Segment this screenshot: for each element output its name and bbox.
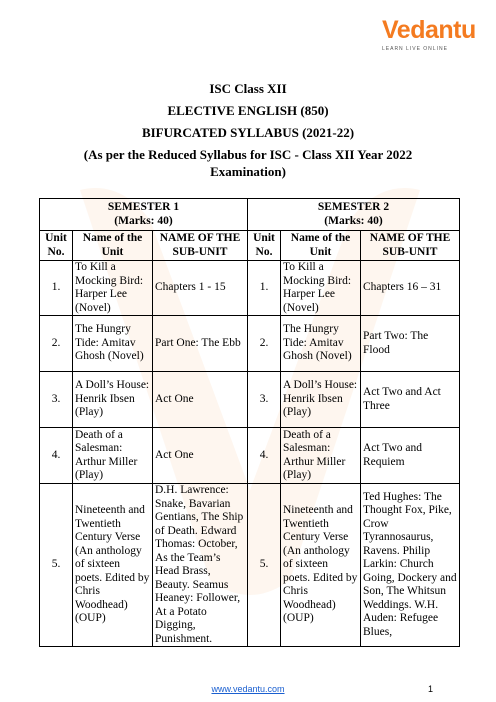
semester-2-header — [248, 199, 460, 231]
semester-2-marks: (Marks: 40) — [324, 214, 383, 227]
col-subunit: NAME OF THE SUB-UNIT — [361, 231, 460, 261]
table-row — [40, 316, 460, 372]
col-unit-no: Unit No. — [40, 231, 73, 261]
unit-name: Nineteenth and Twentieth Century Verse (An anthology of sixteen poets. Edited by Chris Woodhead) (OUP) — [73, 484, 153, 647]
col-subunit: NAME OF THE SUB-UNIT — [153, 231, 248, 261]
unit-name: The Hungry Tide: Amitav Ghosh (Novel) — [281, 316, 361, 372]
sub-unit: Part Two: The Flood — [361, 316, 460, 372]
sub-unit: Act Two and Requiem — [361, 428, 460, 484]
footer-website-link[interactable]: www.vedantu.com — [211, 684, 285, 694]
unit-number: 5. — [248, 484, 281, 647]
syllabus-title: BIFURCATED SYLLABUS (2021-22) — [141, 125, 355, 140]
unit-name: Death of a Salesman: Arthur Miller (Play) — [281, 428, 361, 484]
unit-number: 4. — [40, 428, 73, 484]
table-row — [40, 428, 460, 484]
semester-1-marks: (Marks: 40) — [114, 214, 173, 227]
unit-name: Death of a Salesman: Arthur Miller (Play) — [73, 428, 153, 484]
sub-unit: Act Two and Act Three — [361, 372, 460, 428]
sub-unit: Chapters 16 – 31 — [361, 261, 460, 316]
unit-number: 5. — [40, 484, 73, 647]
unit-number: 1. — [248, 261, 281, 316]
unit-name: A Doll’s House: Henrik Ibsen (Play) — [73, 372, 153, 428]
unit-number: 2. — [248, 316, 281, 372]
col-unit-name: Name of the Unit — [281, 231, 361, 261]
syllabus-note: (As per the Reduced Syllabus for ISC - Class XII Year 2022 Examination) — [83, 147, 413, 179]
semester-2-title: SEMESTER 2 — [317, 201, 390, 213]
document-heading — [0, 80, 496, 184]
unit-name: The Hungry Tide: Amitav Ghosh (Novel) — [73, 316, 153, 372]
semester-1-header — [40, 199, 248, 231]
subject-title: ELECTIVE ENGLISH (850) — [167, 103, 329, 118]
unit-number: 3. — [248, 372, 281, 428]
unit-number: 4. — [248, 428, 281, 484]
unit-name: To Kill a Mocking Bird: Harper Lee (Novel) — [281, 261, 361, 316]
table-row — [40, 484, 460, 647]
sub-unit: Act One — [153, 428, 248, 484]
col-unit-name: Name of the Unit — [73, 231, 153, 261]
sub-unit: Part One: The Ebb — [153, 316, 248, 372]
sub-unit: D.H. Lawrence: Snake, Bavarian Gentians, The Ship of Death. Edward Thomas: October, As the Team’s Head Brass, Beauty. Seamus Heaney: Follower, At a Potato Digging, Punishment. — [153, 484, 248, 647]
page-number: 1 — [428, 684, 434, 694]
semester-1-title: SEMESTER 1 — [107, 201, 180, 213]
unit-name: To Kill a Mocking Bird: Harper Lee (Novel) — [73, 261, 153, 316]
vedantu-logo — [382, 16, 476, 60]
sub-unit: Act One — [153, 372, 248, 428]
unit-name: Nineteenth and Twentieth Century Verse (An anthology of sixteen poets. Edited by Chris Woodhead) (OUP) — [281, 484, 361, 647]
class-title: ISC Class XII — [209, 81, 287, 96]
sub-unit: Chapters 1 - 15 — [153, 261, 248, 316]
logo-wordmark: Vedantu — [382, 16, 476, 44]
sub-unit: Ted Hughes: The Thought Fox, Pike, Crow Tyrannosaurus, Ravens. Philip Larkin: Church Going, Dockery and Son, The Whitsun Weddings. W.H. Auden: Refugee Blues, — [361, 484, 460, 647]
col-unit-no: Unit No. — [248, 231, 281, 261]
table-row — [40, 372, 460, 428]
unit-name: A Doll’s House: Henrik Ibsen (Play) — [281, 372, 361, 428]
logo-tagline: LEARN LIVE ONLINE — [382, 46, 448, 52]
unit-number: 3. — [40, 372, 73, 428]
syllabus-table — [39, 198, 460, 647]
table-row — [40, 261, 460, 316]
unit-number: 2. — [40, 316, 73, 372]
unit-number: 1. — [40, 261, 73, 316]
